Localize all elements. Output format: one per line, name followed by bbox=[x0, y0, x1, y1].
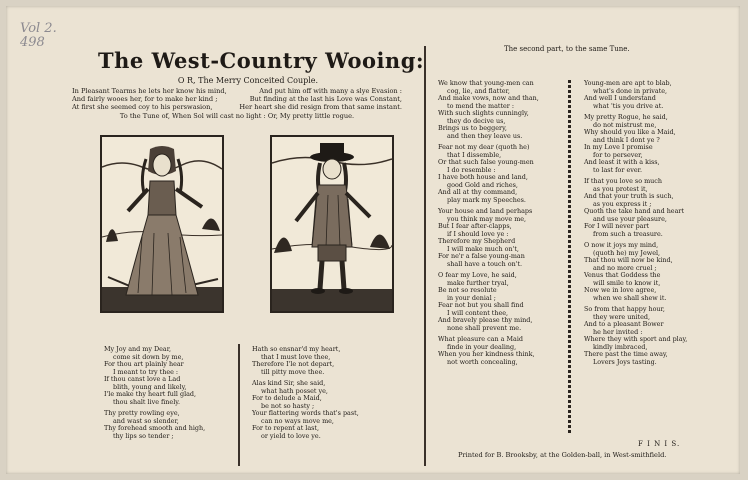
verse-line: for to persever, bbox=[593, 150, 643, 159]
stanza bbox=[104, 346, 224, 406]
verse-column-1 bbox=[104, 346, 224, 444]
verse-line: My pretty Rogue, he said, bbox=[584, 113, 668, 121]
verse-line: and wast so slender, bbox=[113, 416, 179, 425]
verse-line: Hath so ensnar'd my heart, bbox=[252, 345, 341, 353]
finis-mark: F I N I S. bbox=[638, 440, 681, 448]
verse-line: So from that happy hour, bbox=[584, 305, 665, 313]
verse-line: And make vows, now and than, bbox=[438, 94, 539, 102]
verse-line: they do decive us, bbox=[447, 116, 506, 125]
verse-line: I will content thee, bbox=[447, 308, 509, 317]
verse-line: In my Love I promise bbox=[584, 143, 653, 151]
verse-line: Quoth the take hand and heart bbox=[584, 207, 685, 215]
verse-line: I do resemble : bbox=[447, 165, 496, 174]
verse-line: My Joy and my Dear, bbox=[104, 345, 172, 353]
verse-line: Be not so resolute bbox=[438, 286, 497, 294]
handwritten-volume-line: Vol 2. bbox=[20, 21, 57, 36]
verse-line: What pleasure can a Maid bbox=[438, 335, 523, 343]
verse-line: be not so hasty ; bbox=[261, 401, 315, 410]
verse-line: O fear my Love, he said, bbox=[438, 271, 517, 279]
verse-line: I will make much on't, bbox=[447, 244, 519, 253]
verse-line: do not mistrust me, bbox=[593, 120, 657, 129]
verse-line: that I must love thee, bbox=[261, 352, 331, 361]
verse-line: will smile to know it, bbox=[593, 278, 661, 287]
woodcut-woman-image bbox=[100, 135, 224, 313]
verse-line: they were united, bbox=[593, 312, 650, 321]
verse-line: Venus that Goddess the bbox=[584, 271, 661, 279]
stanza bbox=[252, 346, 382, 376]
intro-row bbox=[72, 95, 402, 103]
verse-line: to mend the matter : bbox=[447, 101, 515, 110]
verse-line: come sit down by me, bbox=[113, 352, 184, 361]
verse-line: none shall prevent me. bbox=[447, 323, 522, 332]
verse-line: Brings us to beggery, bbox=[438, 124, 507, 132]
stanza bbox=[584, 242, 729, 302]
verse-line: If that you love so much bbox=[584, 177, 662, 185]
verse-line: as you protest it, bbox=[593, 184, 648, 193]
verse-line: (quoth he) my Jewel, bbox=[593, 248, 661, 257]
imprint-line: Printed for B. Brooksby, at the Golden-ball, in West-smithfield. bbox=[458, 451, 667, 459]
verse-line: For to repent at last, bbox=[252, 424, 320, 432]
verse-line: what hath posset ye, bbox=[261, 386, 328, 395]
verse-line: that I dissemble, bbox=[447, 150, 502, 159]
verse-line: I'le make thy heart full glad, bbox=[104, 390, 197, 398]
page-title: The West-Country Wooing: bbox=[98, 48, 425, 73]
verse-line: When you her kindness think, bbox=[438, 350, 535, 358]
intro-right: But finding at the last his Love was Constant, bbox=[249, 95, 402, 104]
verse-line: if I should love ye : bbox=[447, 229, 509, 238]
handwritten-volume bbox=[20, 22, 57, 50]
verse-line: from such a treasure. bbox=[593, 229, 663, 238]
stanza bbox=[438, 80, 563, 140]
stanza bbox=[252, 380, 382, 440]
verse-line: till pitty move thee. bbox=[261, 367, 325, 376]
intro-left: In Pleasant Tearms he lets her know his mind, bbox=[72, 87, 227, 95]
verse-line: For I will never part bbox=[584, 222, 650, 230]
center-divider bbox=[424, 46, 426, 466]
verse-line: For to delude a Maid, bbox=[252, 394, 322, 402]
dotted-divider bbox=[568, 80, 571, 434]
verse-line: to last for ever. bbox=[593, 165, 643, 174]
stanza bbox=[104, 410, 224, 440]
verse-line: Lovers Joys tasting. bbox=[593, 357, 657, 366]
intro-right: Her heart she did resign from that same instant. bbox=[239, 103, 402, 112]
subtitle: O R, The Merry Conceited Couple. bbox=[177, 76, 319, 85]
verse-line: Fear not but you shall find bbox=[438, 301, 524, 309]
intro-left: And fairly wooes her, for to make her kind ; bbox=[72, 95, 218, 104]
verse-line: good Gold and riches, bbox=[447, 180, 518, 189]
verse-line: what's done in private, bbox=[593, 86, 668, 95]
stanza bbox=[584, 114, 729, 174]
stanza bbox=[438, 272, 563, 332]
stanza bbox=[584, 306, 729, 366]
verse-line: kindly imbraced, bbox=[593, 342, 648, 351]
verse-line: Thy pretty rowling eye, bbox=[104, 409, 180, 417]
intro-right: And put him off with many a slye Evasion : bbox=[259, 87, 402, 95]
verse-line: There past the time away, bbox=[584, 350, 668, 358]
verse-line: and then they leave us. bbox=[447, 131, 523, 140]
verse-column-2 bbox=[252, 346, 382, 444]
verse-line: But I fear after-clapps, bbox=[438, 222, 512, 230]
verse-line: and no more cruel ; bbox=[593, 263, 657, 272]
verse-line: Now we in love agree, bbox=[584, 286, 657, 294]
verse-line: in your denial ; bbox=[447, 293, 496, 302]
verse-line: play mark my Speeches. bbox=[447, 195, 526, 204]
intro-row bbox=[72, 103, 402, 111]
verse-line: blith, young and likely, bbox=[113, 382, 187, 391]
stanza bbox=[584, 80, 729, 110]
verse-line: And well I understand bbox=[584, 94, 656, 102]
verse-line: With such slights cunningly, bbox=[438, 109, 529, 117]
verse-line: make further tryal, bbox=[447, 278, 509, 287]
verse-line: thou shalt live finely. bbox=[113, 397, 181, 406]
intro-verse bbox=[72, 87, 402, 120]
verse-line: I meant to try thee : bbox=[113, 367, 179, 376]
verse-line: Or that such false young-men bbox=[438, 158, 534, 166]
stanza bbox=[438, 208, 563, 268]
verse-column-3 bbox=[438, 80, 563, 370]
verse-line: what 'tis you drive at. bbox=[593, 101, 664, 110]
verse-column-4 bbox=[584, 80, 729, 370]
verse-line: Therefore I'le not depart, bbox=[252, 360, 335, 368]
verse-line: and think I dont ye ? bbox=[593, 135, 660, 144]
verse-line: I have both house and land, bbox=[438, 173, 528, 181]
verse-line: For ne'r a false young-man bbox=[438, 252, 525, 260]
second-part-heading: The second part, to the same Tune. bbox=[504, 45, 630, 53]
verse-line: And that your truth is such, bbox=[584, 192, 674, 200]
stanza bbox=[438, 336, 563, 366]
tune-line: To the Tune of, When Sol will cast no light : Or, My pretty little rogue. bbox=[119, 111, 355, 120]
intro-row bbox=[72, 87, 402, 95]
verse-line: cog, lie, and flatter, bbox=[447, 86, 510, 95]
verse-line: Your house and land perhaps bbox=[438, 207, 533, 215]
woodcut-man-image bbox=[270, 135, 394, 313]
verse-line: Fear not my dear (quoth he) bbox=[438, 143, 530, 151]
verse-line: shall have a touch on't. bbox=[447, 259, 523, 268]
verse-line: Where they with sport and play, bbox=[584, 335, 688, 343]
verse-line: or yield to love ye. bbox=[261, 431, 321, 440]
column-divider bbox=[238, 344, 240, 466]
verse-line: And all at thy command, bbox=[438, 188, 518, 196]
verse-line: as you express it ; bbox=[593, 199, 652, 208]
verse-line: when we shall shew it. bbox=[593, 293, 667, 302]
verse-line: can no ways move me, bbox=[261, 416, 334, 425]
verse-line: Therefore my Shepherd bbox=[438, 237, 516, 245]
handwritten-number-line: 498 bbox=[20, 35, 45, 50]
verse-line: O now it joys my mind, bbox=[584, 241, 659, 249]
verse-line: Alas kind Sir, she said, bbox=[252, 379, 326, 387]
verse-line: And bravely please thy mind, bbox=[438, 316, 533, 324]
verse-line: Young-men are apt to blab, bbox=[584, 79, 672, 87]
verse-line: finde in your dealing, bbox=[447, 342, 517, 351]
stanza bbox=[438, 144, 563, 204]
verse-line: If thou canst love a Lad bbox=[104, 375, 181, 383]
verse-line: And to a pleasant Bower bbox=[584, 320, 664, 328]
verse-line: not worth concealing, bbox=[447, 357, 518, 366]
verse-line: And least it with a kiss, bbox=[584, 158, 660, 166]
verse-line: you think may move me, bbox=[447, 214, 527, 223]
verse-line: Thy forehead smooth and high, bbox=[104, 424, 206, 432]
broadside-sheet bbox=[6, 6, 740, 474]
stanza bbox=[584, 178, 729, 238]
verse-line: We know that young-men can bbox=[438, 79, 534, 87]
verse-line: That thou will now be kind, bbox=[584, 256, 673, 264]
verse-line: For thou art plainly hear bbox=[104, 360, 184, 368]
verse-line: thy lips so tender ; bbox=[113, 431, 174, 440]
intro-left: At first she seemed coy to his perswasion, bbox=[72, 103, 213, 112]
verse-line: and use your pleasure, bbox=[593, 214, 667, 223]
verse-line: he her invited : bbox=[593, 327, 643, 336]
verse-line: Your flattering words that's past, bbox=[252, 409, 359, 417]
verse-line: Why should you like a Maid, bbox=[584, 128, 676, 136]
